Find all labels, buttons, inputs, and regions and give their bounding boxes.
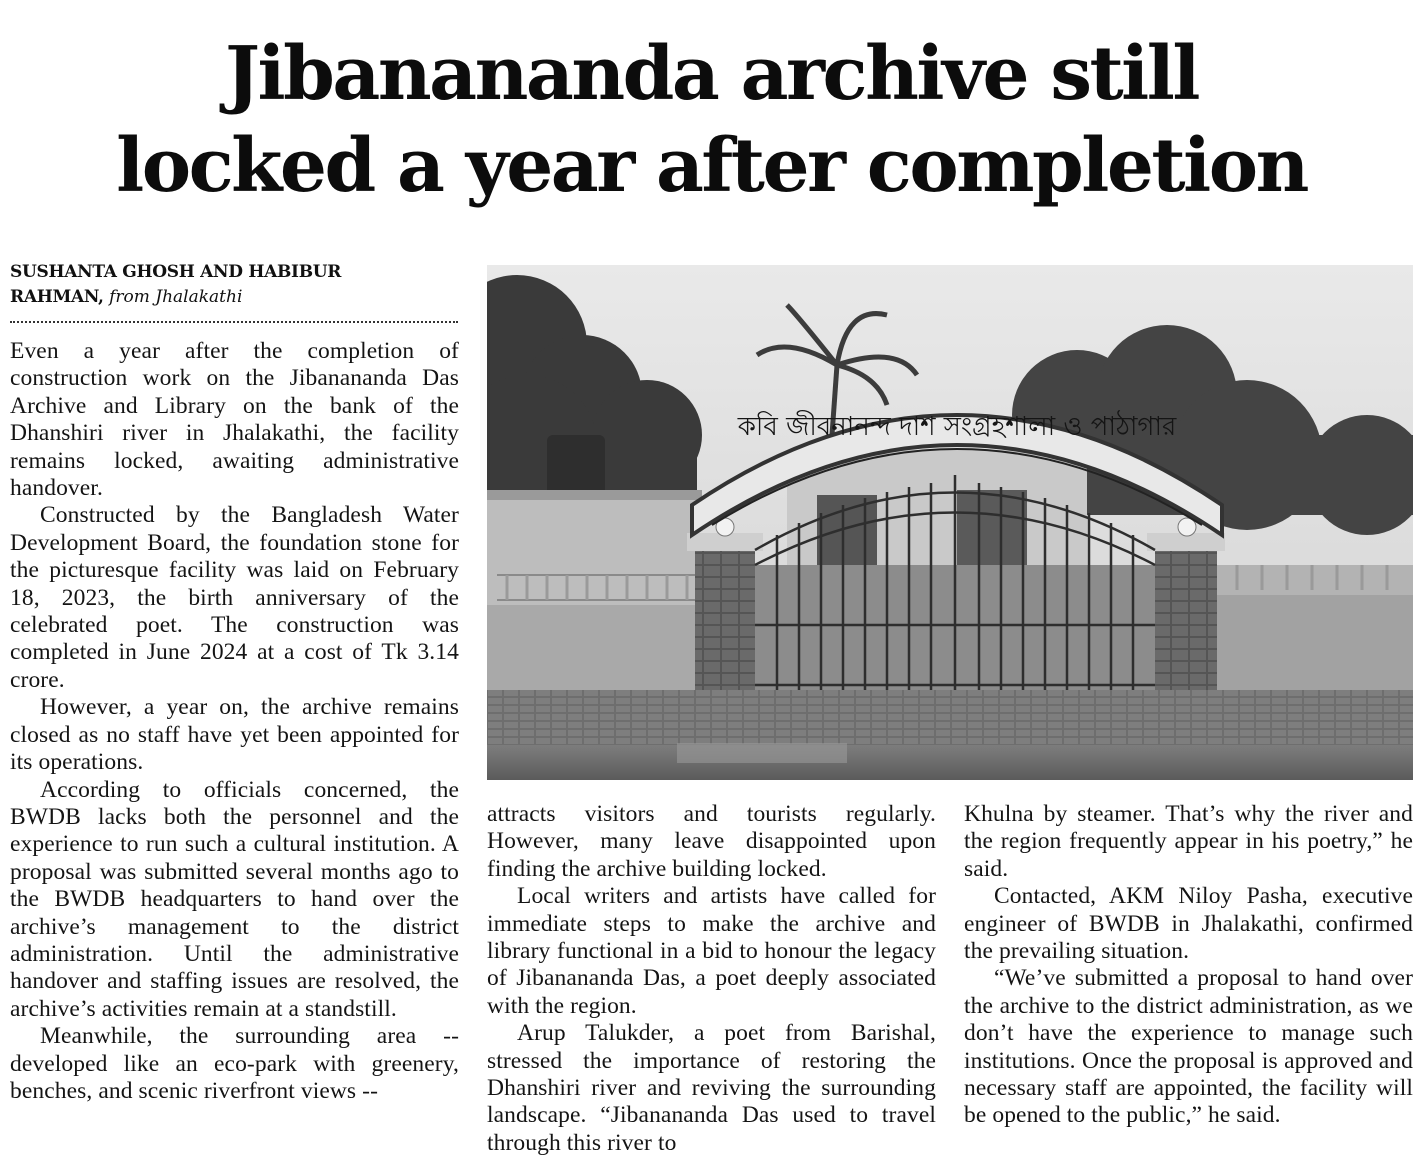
- byline-location: from Jhalakathi: [109, 287, 243, 307]
- water-tank: [547, 435, 605, 495]
- paragraph: Contacted, AKM Niloy Pasha, executive engineer of BWDB in Jhalakathi, confirmed the prevailing situation.: [964, 883, 1413, 965]
- paragraph: Constructed by the Bangladesh Water Development Board, the foundation stone for the picturesque facility was laid on February 18, 2023, the birth anniversary of the celebrated poet. The construction was completed in June 2024 at a cost of Tk 3.14 crore.: [10, 502, 459, 693]
- byline-authors-line-1: SUSHANTA GHOSH AND HABIBUR: [10, 262, 342, 282]
- gate-sign-text: কবি জীবনানন্দ দাশ সংগ্রহশালা ও পাঠাগার: [737, 412, 1177, 442]
- headline-line-2: locked a year after completion: [116, 123, 1307, 209]
- headline-line-1: Jibanananda archive still: [225, 31, 1198, 117]
- paragraph: Local writers and artists have called for immediate steps to make the archive and library functional in a bid to honour the legacy of Jibanananda Das, a poet deeply associated with the region.: [487, 883, 936, 1019]
- paragraph: However, a year on, the archive remains closed as no staff have yet been appointed for its operations.: [10, 694, 459, 776]
- headline: [0, 28, 1423, 212]
- archive-gate-photo: [487, 265, 1413, 780]
- byline-authors-line-2: RAHMAN,: [10, 287, 104, 307]
- paragraph: Meanwhile, the surrounding area -- developed like an eco-park with greenery, benches, and scenic riverfront views --: [10, 1023, 459, 1104]
- article-column-3: [964, 801, 1413, 1130]
- byline-divider: [10, 321, 458, 323]
- article-column-2: [487, 801, 936, 1157]
- paragraph: Khulna by steamer. That’s why the river and the region frequently appear in his poetry,” he said.: [964, 801, 1413, 882]
- paragraph: “We’ve submitted a proposal to hand over the archive to the district administration, as we don’t have the experience to manage such institutions. Once the proposal is approved and necessary staff are appointed, the facility will be opened to the public,” he said.: [964, 965, 1413, 1129]
- paragraph: According to officials concerned, the BWDB lacks both the personnel and the experience to run such a cultural institution. A proposal was submitted several months ago to the BWDB headquarters to hand over the archive’s management to the district administration. Until the administrative handover and staffing issues are resolved, the archive’s activities remain at a standstill.: [10, 776, 459, 1022]
- byline: [10, 260, 458, 310]
- paragraph: attracts visitors and tourists regularly. However, many leave disappointed upon finding the archive building locked.: [487, 801, 936, 882]
- paragraph: Arup Talukder, a poet from Barishal, stressed the importance of restoring the Dhanshiri river and reviving the surrounding landscape. “Jibanananda Das used to travel through this river to: [487, 1020, 936, 1156]
- paragraph: Even a year after the completion of construction work on the Jibanananda Das Archive and Library on the bank of the Dhanshiri river in Jhalakathi, the facility remains locked, awaiting administrative handover.: [10, 338, 459, 502]
- article-column-1: [10, 338, 459, 1105]
